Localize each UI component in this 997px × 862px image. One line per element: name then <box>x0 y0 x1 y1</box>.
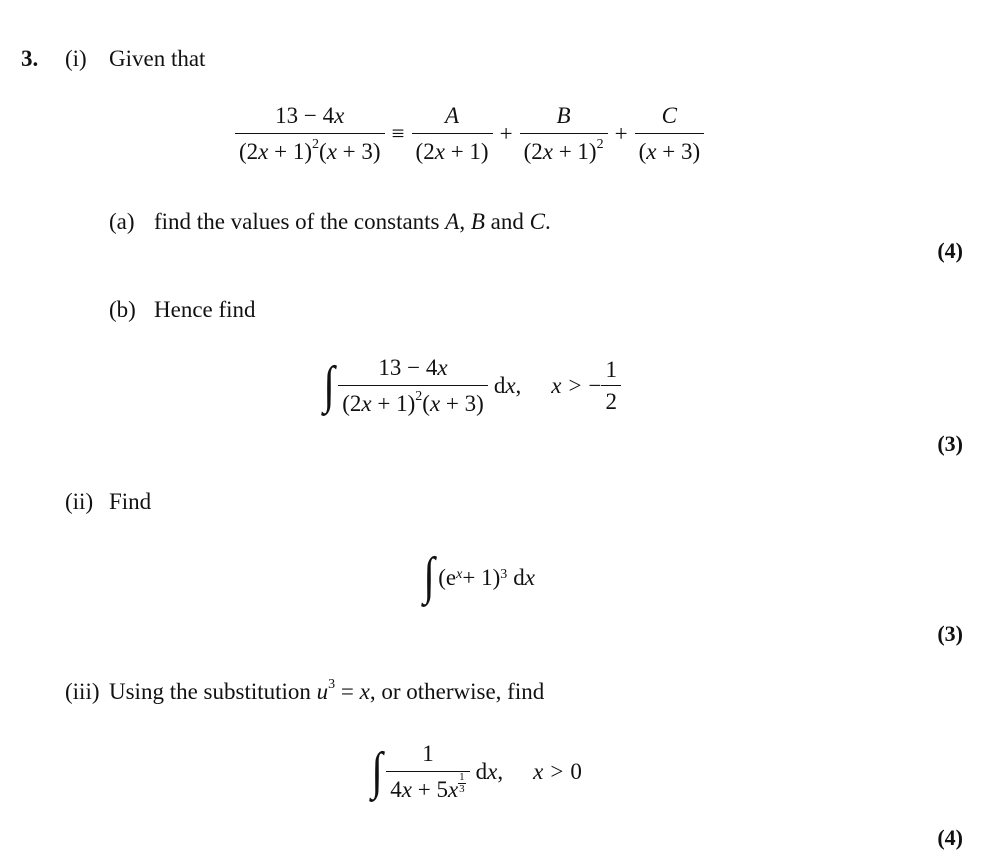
partial-fraction-identity <box>235 104 704 163</box>
plus-sign: + <box>614 121 628 146</box>
part-b-integral: ∫ $\frac{13 - 4x}{(2x + 1)^2(x + 3)}$ dx, x > − $\frac{1}{2}$ <box>322 356 621 415</box>
part-ii-marks: (3) <box>937 621 963 646</box>
question-number: 3. <box>21 46 39 71</box>
part-i-intro: Given that <box>109 46 206 71</box>
fraction-c: $\frac{C}{(x + 3)}$ <box>635 104 705 163</box>
half-fraction: $\frac{1}{2}$ <box>601 358 621 413</box>
part-b-text: Hence find <box>154 297 256 322</box>
integral-sign: ∫ <box>371 742 383 800</box>
part-ii-integral: ∫ (e x + 1) 3 dx <box>423 548 535 605</box>
part-iii-label: (iii) <box>65 679 100 704</box>
fraction-b: $\frac{B}{(2x + 1)^2}$ <box>520 104 608 163</box>
equiv-sign: ≡ <box>391 121 405 146</box>
fraction-a: $\frac{A}{(2x + 1)}$ <box>412 104 493 163</box>
part-b-label: (b) <box>109 297 136 322</box>
part-ii-text: Find <box>109 489 152 514</box>
part-b-marks: (3) <box>937 431 963 456</box>
part-i-label: (i) <box>65 46 87 71</box>
integral-sign: ∫ <box>323 356 335 414</box>
part-a-text: find the values of the constants A, B and C. <box>154 209 551 234</box>
part-a-marks: (4) <box>937 238 963 263</box>
integrand-fraction: 1 4x + 5x $\frac{1}{3}$ <box>386 742 469 801</box>
integrand-fraction: $\frac{13 - 4x}{(2x + 1)^2(x + 3)}$ <box>338 356 488 415</box>
part-iii-marks: (4) <box>937 825 963 850</box>
part-iii-integral: ∫ 1 4x + 5x $\frac{1}{3}$ dx, x > 0 <box>371 741 582 802</box>
part-a-label: (a) <box>109 209 135 234</box>
one-third-exponent: $\frac{1}{3}$ <box>459 771 465 795</box>
integral-sign: ∫ <box>423 548 435 605</box>
lhs-fraction: $\frac{13 - 4x}{(2x + 1)^2(x + 3)}$ <box>235 104 385 163</box>
part-iii-text: Using the substitution $u^3 = x$, or otherwise, find <box>109 677 545 704</box>
plus-sign: + <box>499 121 513 146</box>
part-ii-label: (ii) <box>65 489 94 514</box>
